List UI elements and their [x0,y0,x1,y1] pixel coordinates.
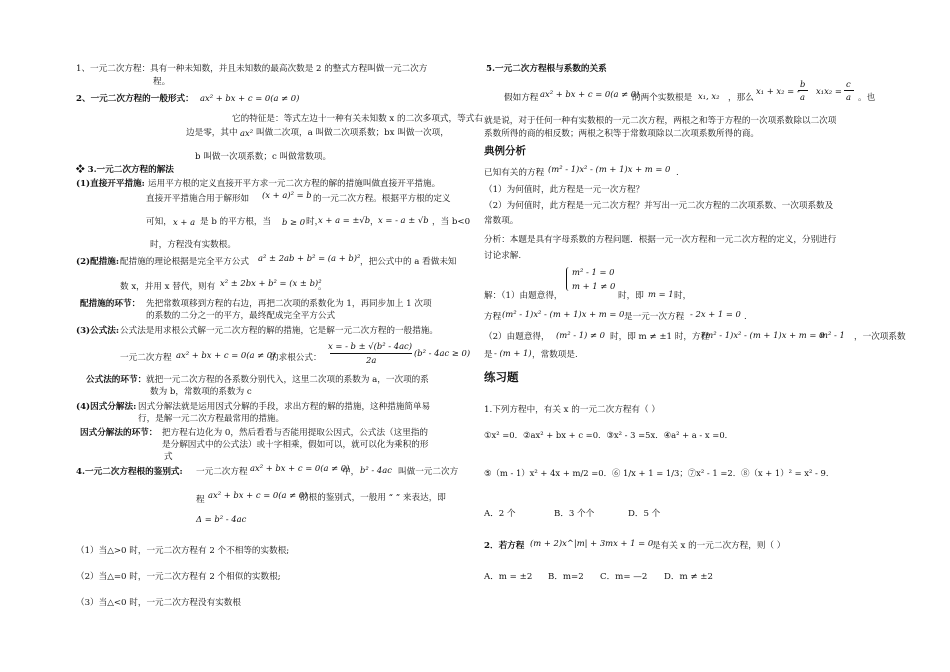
m4-l2: 行，是解一元二次方程最常用的措施。 [138,414,285,424]
m3-step-label: 公式法的环节： [86,375,147,385]
ex-sys2: m + 1 ≠ 0 [572,281,616,291]
m1-l3c: 时， [306,217,324,227]
case-1: （1）当△>0 时，一元二次方程有 2 个不相等的实数根; [76,546,290,556]
s4-f1: ax² + bx + c = 0(a ≠ 0) [250,463,350,473]
s5-l1a: 假如方程 [504,93,539,103]
ex-q1: （1）为何值时，此方程是一元一次方程？ [484,185,645,195]
m1-l4: 时，方程没有实数根。 [150,240,236,250]
q2-choice-a: A．m = ±2 [484,572,533,582]
s4-a: 一元二次方程 [196,467,248,477]
s1-label: 1、一元二次方程： [76,64,151,74]
m1-l3f2: b ≥ 0 [282,217,306,227]
m3-step1: 就把一元二次方程的各系数分别代入，这里二次项的系数为 a，一次项的系 [146,375,429,385]
s4-f3: ax² + bx + c = 0(a ≠ 0) [208,490,308,500]
q1-options-row2: ⑤（m - 1）x² + 4x + m/2 =0．⑥ 1/x + 1 = 1/3；⑦x² - 1 =2．⑧（x + 1）² = x² - 9． [484,468,835,478]
m4-l1: 因式分解法就是运用因式分解的手段，求出方程的解的措施，这种措施简单易 [138,402,431,412]
case-2: （2）当△=0 时，一元二次方程有 2 个相似的实数根; [76,572,281,582]
s5-roots: x₁, x₂ [698,91,720,101]
ex-sol3-b: 时，即 m ≠ ±1 时，方程 [610,332,710,342]
s5-prod-den: a [846,92,851,102]
s4-c: 叫做一元二次方 [398,467,459,477]
m3-step2: 数为 b，常数项的系数为 c [150,387,252,397]
s4-f4: Δ = b² - 4ac [196,514,247,524]
ex-sol2-f1: (m² - 1)x² - (m + 1)x + m = 0 [502,309,625,319]
ex-q2b: 常数项。 [484,216,519,226]
m1-l3d: ， [370,217,379,227]
s4-d: 程 [196,495,205,505]
q2-choice-c: C．m= —2 [600,572,648,582]
m1-l3b: 是 b 的平方根，当 [200,217,272,227]
ex-sol3-f2: (m² - 1)x² - (m + 1)x + m = 0 [702,330,825,340]
m1-l3a: 可知， [146,217,172,227]
example-heading: 典例分析 [484,145,526,157]
ex-sol3-c: ，一次项系数 [854,332,906,342]
q2-a: 2．若方程 [484,541,525,551]
ex-sol3-a: （2）由题意得， [484,332,550,342]
ex-sol2-c: . [744,312,747,322]
s2-formula: ax² + bx + c = 0(a ≠ 0) [200,93,300,103]
q2-b: 是有关 x 的一元二次方程，则（ ） [652,541,786,551]
m2-l1b: ，把公式中的 a 看做未知 [360,257,457,267]
ex-sol2-f2: - 2x + 1 = 0 [690,309,741,319]
s2-p2f: ax² [240,128,254,138]
q2-choice-d: D．m ≠ ±2 [664,572,713,582]
s5-sum-num: b [800,79,806,89]
s5-l2: 就是说，对于任何一种有实数根的一元二次方程，两根之和等于方程的一次项系数除以二次项 [484,116,837,126]
m3-condition: (b² - 4ac ≥ 0) [414,348,471,358]
m4-step-label: 因式分解法的环节： [80,428,158,438]
s1-text: 具有一种未知数，并且未知数的最高次数是 2 的整式方程叫做一元二次方 [150,64,428,74]
ex-sol3-f1: (m² - 1) ≠ 0 [556,330,605,340]
m2-l2b: 。 [318,282,327,292]
m1-l3f4: x = - a ± √b [378,215,429,225]
q2-formula: (m + 2)x^|m| + 3mx + 1 = 0 [530,538,654,548]
m1-l3f3: x + a = ±√b [318,215,371,225]
s2-p1: 它的特征是：等式左边十一种有关未知数 x 的二次多项式，等式右 [232,114,483,124]
ex-l1f: (m² - 1)x² - (m + 1)x + m = 0 [548,164,671,174]
m1-l3f1: x + a [173,217,196,227]
ex-sol-b: 时，即 [618,291,644,301]
ex-sol2-a: 方程 [484,312,502,322]
ex-sol-a: 解：（1）由题意得， [484,291,563,301]
s5-l1f: ax² + bx + c = 0(a ≠ 0) [540,89,640,99]
m3-l2a: 一元二次方程 [120,353,172,363]
m2-step1: 先把常数项移到方程的右边，再把二次项的系数化为 1，再同步加上 1 次项 [146,299,432,309]
q1-options-row1: ①x² =0．②ax² + bx + c =0．③x² - 3 =5x．④a² + a - x =0． [484,430,734,440]
m1-l2f: (x + a)² = b [262,190,312,200]
ex-sol-f: m = 1 [648,289,674,299]
s5-prod: x₁x₂ = [816,86,842,96]
s4-b: 中， [342,467,360,477]
m4-step3: 式 [164,452,173,462]
m2-l2a: 数 x，并用 x 替代，则有 [120,282,216,292]
ex-sol-c: 时， [674,291,692,301]
s5-l1b: 的两个实数根是 [632,93,693,103]
s5-l1d: 。也 [858,93,876,103]
practice-heading: 练习题 [484,370,519,384]
m3-l2b: 的求根公式： [270,353,322,363]
q1: 1.下列方程中，有关 x 的一元二次方程有（ ） [484,405,660,415]
s2-p2a: 边是零，其中 [186,128,238,138]
m1-label: (1)直接开平措施: [76,179,145,189]
m3-l2f: ax² + bx + c = 0(a ≠ 0) [176,350,276,360]
ex-system-brace [566,267,571,291]
s5-sum-den: a [800,92,805,102]
s5-heading: 5.一元二次方程根与系数的关系 [486,64,607,74]
ex-sol2-b: 是一元一次方程 [624,312,685,322]
m3-denominator: 2a [366,355,377,365]
m3-l1: 公式法是用求根公式解一元二次方程的解的措施，它是解一元二次方程的一般措施。 [120,326,438,336]
ex-sol3-f3: m² - 1 [820,330,845,340]
s5-l1c: ，那么 [728,93,754,103]
ex-sol4-f: - (m + 1) [494,348,532,358]
q1-choice-a: A．2 个 [484,509,516,519]
m2-step-label: 配措施的环节： [80,299,141,309]
m2-step2: 的系数的二分之一的平方，最终配成完全平方公式 [146,311,336,321]
m4-step1: 把方程右边化为 0，然后看看与否能用提取公因式，公式法（这里指的 [162,428,429,438]
s2-p3: b 叫做一次项系数；c 叫做常数项。 [195,152,332,162]
s1-text2: 程。 [153,77,171,87]
m2-l2f: x² ± 2bx + b² = (x ± b)² [220,278,322,288]
ex-l1a: 已知有关的方程 [484,168,545,178]
s3-heading: ❖ 3.一元二次方程的解法 [76,165,174,175]
m3-label: (3)公式法: [76,326,120,336]
ex-sol4-a: 是 [484,350,493,360]
ex-an2: 讨论求解. [484,251,522,261]
m2-label: (2)配措施: [76,257,120,267]
s5-l3: 系数所得的商的相反数；两根之积等于常数项除以二次项系数所得的商。 [484,129,760,139]
ex-sol4-b: ，常数项是. [532,350,578,360]
m1-l1: 运用平方根的定义直接开平方求一元二次方程的解的措施叫做直接开平措施。 [148,179,441,189]
ex-q2a: （2）为何值时，此方程是一元二次方程？并写出一元二次方程的二次项系数、一次项系数及 [484,201,834,211]
m3-numerator: x = - b ± √(b² - 4ac) [328,341,413,351]
q1-choice-b: B．3 个个 [554,509,595,519]
s5-sum: x₁ + x₂ = - [756,86,800,96]
ex-an1: 分析：本题是具有字母系数的方程问题．根据一元一次方程和一元二次方程的定义，分别进行 [484,235,837,245]
s4-f2: b² - 4ac [360,465,392,475]
q1-choice-d: D．5 个 [628,509,661,519]
ex-sys1: m² - 1 = 0 [572,267,615,277]
m1-l2a: 直接开平措施合用于解形如 [146,194,250,204]
s4-label: 4.一元二次方程根的鉴别式: [76,467,183,477]
q2-choice-b: B．m=2 [548,572,584,582]
s4-e: 的根的鉴别式，一般用 “ ” 来表达，即 [300,493,446,503]
ex-l1b: . [676,168,679,178]
case-3: （3）当△<0 时，一元二次方程没有实数根 [76,598,241,608]
s2-label: 2、一元二次方程的一般形式： [76,94,194,104]
m1-l3e: ，当 b<0 [432,217,471,227]
s2-p2b: 叫做二次项，a 叫做二次项系数；bx 叫做一次项， [256,128,449,138]
m4-label: (4)因式分解法: [76,402,137,412]
s5-prod-num: c [846,79,851,89]
m1-l2b: 的一元二次方程。根据平方根的定义 [313,194,451,204]
m2-l1a: 配措施的理论根据是完全平方公式 [120,257,249,267]
m4-step2: 是分解因式中的公式法）或十字相乘，假如可以，就可以化为乘积的形 [162,440,429,450]
m2-l1f: a² ± 2ab + b² = (a + b)² [258,253,361,263]
